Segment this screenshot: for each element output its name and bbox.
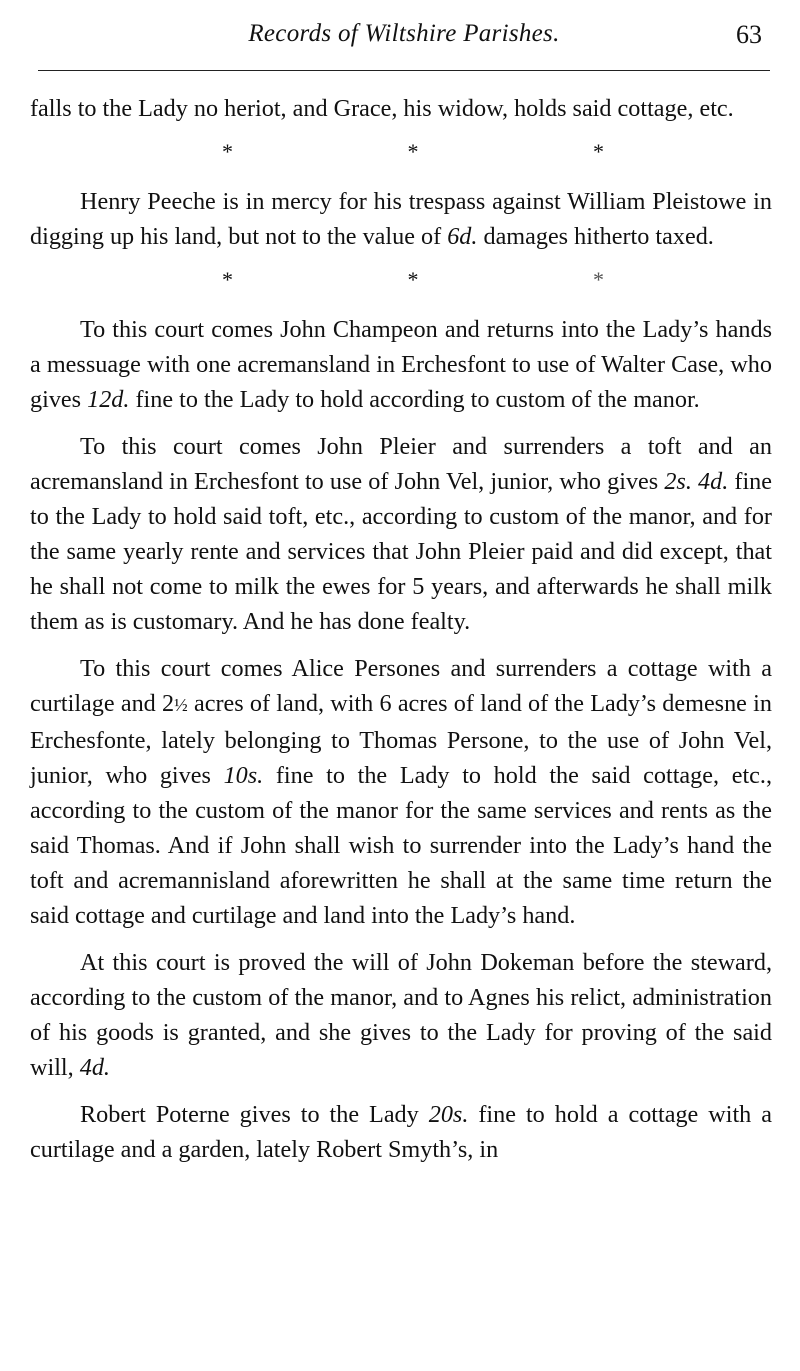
amount: 10s. bbox=[223, 762, 264, 789]
amount: 6d. bbox=[447, 223, 478, 250]
asterisk: * bbox=[593, 139, 604, 164]
paragraph-text: fine to the Lady to hold said toft, etc., according to custom of the manor, and for the same yearly rente and services that John Pleier paid and did except, that he shall not come to milk the ewes for 5 years, and afterwards he shall milk them as is customary. And he has done fealty. bbox=[30, 468, 772, 635]
paragraph-text: Henry Peeche is in mercy for his trespass against William Pleistowe in digging up his land, but not to the value of bbox=[30, 188, 772, 250]
paragraph-text: acres of land, with 6 acres of land of the Lady’s demesne in Erchesfonte, lately belonging to Thomas Persone, to the use of John Vel, junior, who gives bbox=[30, 690, 772, 789]
paragraph-continuation bbox=[30, 91, 772, 126]
asterisk: * bbox=[407, 139, 419, 164]
amount: 20s. bbox=[428, 1101, 469, 1128]
paragraph-text: To this court comes John Champeon and returns into the Lady’s hands a messuage with one acremansland in Erchesfont to use of Walter Case, who gives bbox=[30, 316, 772, 413]
asterisk: * bbox=[593, 267, 604, 292]
paragraph-text: Robert Poterne gives to the Lady bbox=[80, 1101, 429, 1128]
amount: 2s. 4d. bbox=[664, 468, 729, 495]
paragraph-text: fine to the Lady to hold the said cottage, etc., according to the custom of the manor for the same services and rents as the said Thomas. And if John shall wish to surrender into the Lady’s hand the toft and acremannisland aforewritten he shall at the same time return the said cottage and curtilage and land into the Lady’s hand. bbox=[30, 762, 772, 929]
paragraph-text: To this court comes Alice Persones and surrenders a cottage with a curtilage and 2 bbox=[30, 655, 772, 717]
asterisk: * bbox=[222, 139, 233, 164]
page-header bbox=[38, 0, 770, 71]
amount: 4d. bbox=[79, 1054, 110, 1081]
page-number: 63 bbox=[736, 20, 762, 49]
paragraph-text: fine to the Lady to hold according to custom of the manor. bbox=[129, 386, 700, 413]
paragraph-persones bbox=[30, 651, 772, 933]
paragraph-text: falls to the Lady no heriot, and Grace, his widow, holds said cottage, etc. bbox=[30, 95, 734, 122]
paragraph-pleier bbox=[30, 429, 772, 639]
paragraph-text: fine to hold a cottage with a curtilage and a garden, lately Robert Smyth’s, in bbox=[30, 1101, 772, 1163]
amount: 12d. bbox=[87, 386, 130, 413]
paragraph-poterne bbox=[30, 1097, 772, 1167]
fraction: ½ bbox=[174, 695, 188, 715]
paragraph-champeon bbox=[30, 312, 772, 417]
section-break bbox=[30, 266, 772, 294]
paragraph-peeche bbox=[30, 184, 772, 254]
paragraph-text: damages hitherto taxed. bbox=[477, 223, 714, 250]
running-title: Records of Wiltshire Parishes. bbox=[248, 20, 560, 47]
paragraph-text: To this court comes John Pleier and surrenders a toft and an acremansland in Erchesfont to use of John Vel, junior, who gives bbox=[30, 433, 772, 495]
paragraph-text: At this court is proved the will of John Dokeman before the steward, according to the custom of the manor, and to Agnes his relict, administration of his goods is granted, and she gives to the Lady for proving of the said will, bbox=[30, 949, 772, 1081]
paragraph-dokeman bbox=[30, 945, 772, 1085]
section-break bbox=[30, 138, 772, 166]
asterisk: * bbox=[222, 267, 233, 292]
body-text bbox=[30, 91, 772, 1167]
asterisk: * bbox=[407, 267, 419, 292]
